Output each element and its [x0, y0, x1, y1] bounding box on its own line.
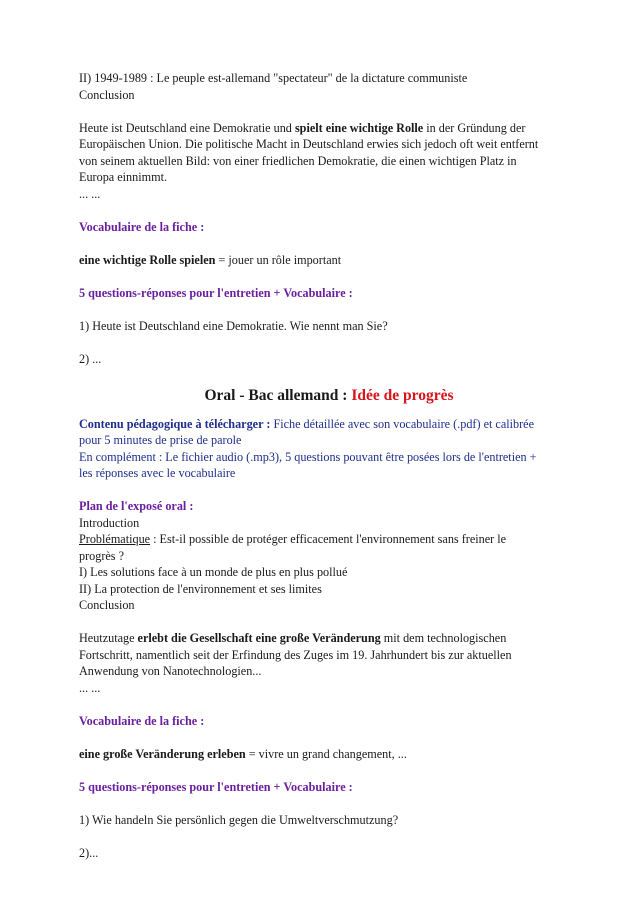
paragraph-line [79, 630, 579, 647]
text-segment: Heute ist Deutschland eine Demokratie und [79, 120, 295, 135]
text-segment: in der Gründung der [423, 120, 526, 135]
title-prefix: Oral - Bac allemand : [204, 386, 352, 404]
question-1: 1) Wie handeln Sie persönlich gegen die Umweltverschmutzung? [79, 812, 399, 827]
vocab-heading: Vocabulaire de la fiche : [79, 713, 205, 728]
vocab-entry [79, 252, 579, 269]
paragraph-line: von seinem aktuellen Bild: von einer friedlichen Demokratie, die einen wichtigen Platz in [79, 153, 517, 168]
paragraph-line [79, 120, 579, 137]
highlighted-phrase: spielt eine wichtige Rolle [294, 120, 424, 135]
highlighted-phrase: erlebt die Gesellschaft eine große Veränderung [137, 631, 381, 645]
problematique-label: Problématique [79, 532, 151, 546]
question-1: 1) Heute ist Deutschland eine Demokratie. Wie nennt man Sie? [79, 318, 388, 333]
plan-item-ii: II) 1949-1989 : Le peuple est-allemand "spectateur" de la dictature communiste [79, 71, 468, 85]
ellipsis: ... ... [79, 680, 101, 695]
qa-heading: 5 questions-réponses pour l'entretien + Vocabulaire : [79, 285, 353, 300]
title-topic: Idée de progrès [351, 386, 454, 404]
introduction-label: Introduction [79, 515, 140, 530]
ellipsis: ... ... [79, 186, 101, 201]
conclusion-label: Conclusion [79, 87, 135, 102]
conclusion-label: Conclusion [79, 598, 135, 612]
vocab-term: eine wichtige Rolle spielen [79, 252, 216, 267]
problematique-line: progrès ? [79, 548, 125, 563]
section-title [79, 386, 579, 406]
question-2: 2) ... [79, 351, 102, 366]
german-text-paragraph [79, 120, 579, 203]
text-segment: Heutzutage [79, 631, 138, 645]
plan-item-i: I) Les solutions face à un monde de plus en plus pollué [79, 565, 348, 579]
paragraph-line: Europäischen Union. Die politische Macht in Deutschland erwies sich jedoch oft weit entfernt [79, 137, 539, 151]
question-2: 2)... [79, 845, 99, 860]
contenu-block [79, 416, 579, 482]
complement-line: les réponses avec le vocabulaire [79, 466, 236, 480]
qa-heading: 5 questions-réponses pour l'entretien + Vocabulaire : [79, 779, 353, 794]
contenu-text: Fiche détaillée avec son vocabulaire (.pdf) et calibrée [270, 416, 534, 431]
contenu-line: pour 5 minutes de prise de parole [79, 433, 242, 447]
vocab-definition: = vivre un grand changement, ... [245, 746, 407, 761]
paragraph-line: Fortschritt, namentlich seit der Erfindung des Zuges im 19. Jahrhundert bis zur aktuellen [79, 647, 512, 662]
problematique-line [79, 531, 579, 548]
paragraph-line: Europa einnimmt. [79, 170, 168, 184]
vocab-definition: = jouer un rôle important [215, 252, 342, 267]
contenu-label: Contenu pédagogique à télécharger : [79, 416, 271, 431]
text-segment: mit dem technologischen [380, 631, 507, 645]
vocab-heading: Vocabulaire de la fiche : [79, 219, 205, 234]
problematique-text: : Est-il possible de protéger efficacement l'environnement sans freiner le [150, 532, 507, 546]
vocab-term: eine große Veränderung erleben [79, 746, 246, 761]
contenu-line [79, 416, 579, 433]
vocab-entry [79, 746, 579, 763]
plan-item-ii: II) La protection de l'environnement et ses limites [79, 581, 322, 596]
plan-heading: Plan de l'exposé oral : [79, 499, 194, 513]
complement-line: En complément : Le fichier audio (.mp3), 5 questions pouvant être posées lors de l'entretien + [79, 449, 537, 464]
german-text-paragraph [79, 630, 579, 696]
document-page [79, 70, 579, 861]
paragraph-line: Anwendung von Nanotechnologien... [79, 664, 262, 678]
